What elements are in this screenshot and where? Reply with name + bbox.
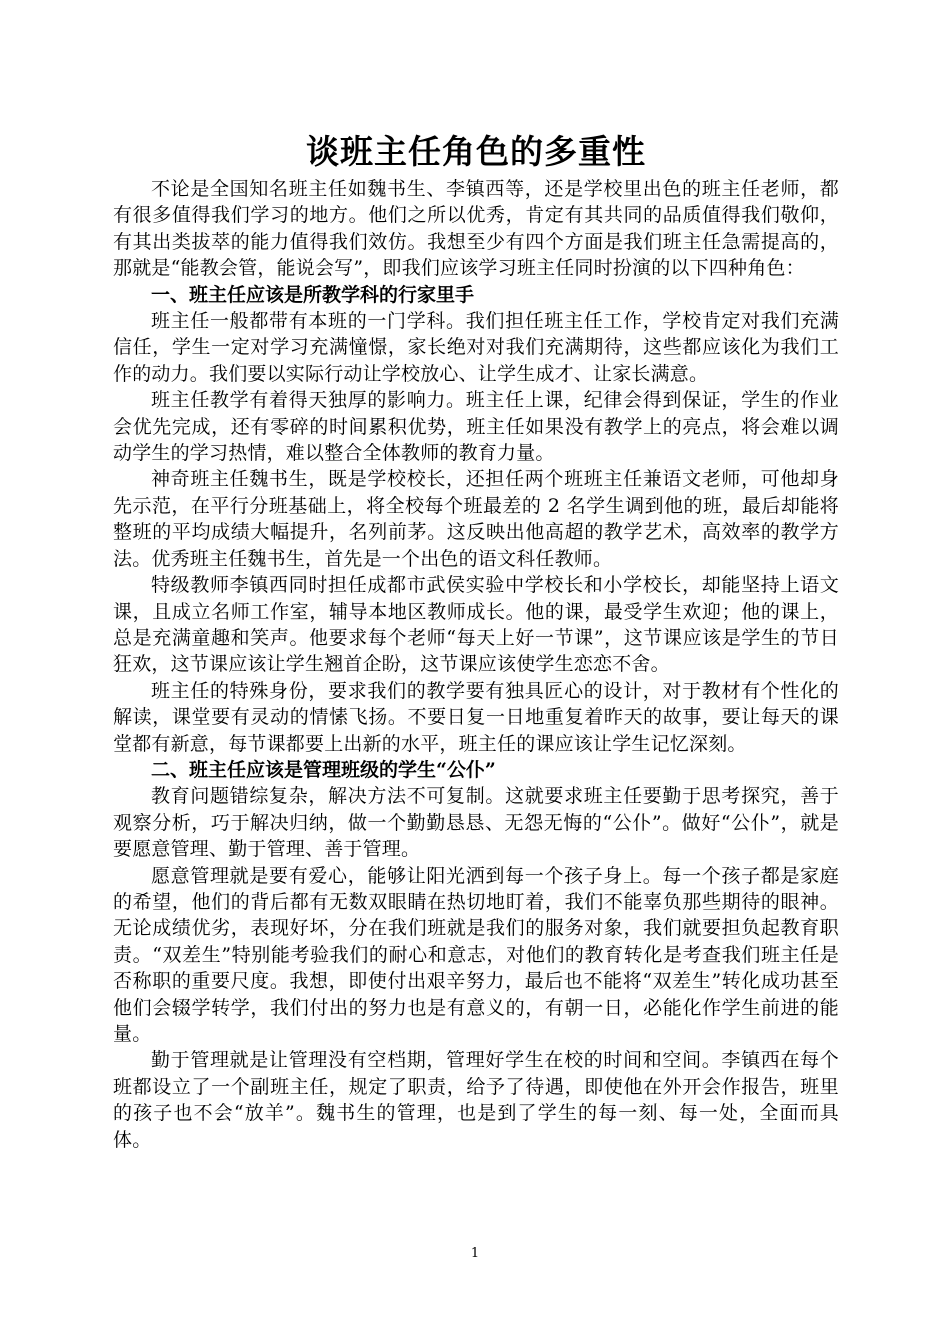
section-2-heading: 二、班主任应该是管理班级的学生“公仆” bbox=[151, 758, 496, 781]
section-2-paragraph: 愿意管理就是要有爱心，能够让阳光洒到每一个孩子身上。每一个孩子都是家庭的希望，他们的背后都有无数双眼睛在热切地盯着，我们不能辜负那些期待的眼神。无论成绩优劣，表现好坏，分在我们班就是我们的服务对象，我们就要担负起教育职责。“双差生”特别能考验我们的耐心和意志，对他们的教育转化是考查我们班主任是否称职的重要尺度。我想，即使付出艰辛努力，最后也不能将“双差生”转化成功甚至他们会辍学转学，我们付出的努力也是有意义的，有朝一日，必能化作学生前进的能量。 bbox=[113, 864, 839, 1045]
section-1-paragraph: 特级教师李镇西同时担任成都市武侯实验中学校长和小学校长，却能坚持上语文课，且成立名师工作室，辅导本地区教师成长。他的课，最受学生欢迎；他的课上，总是充满童趣和笑声。他要求每个老师“每天上好一节课”，这节课应该是学生的节日狂欢，这节课应该让学生翘首企盼，这节课应该使学生恋恋不舍。 bbox=[113, 574, 839, 676]
section-1-paragraph: 班主任的特殊身份，要求我们的教学要有独具匠心的设计，对于教材有个性化的解读，课堂要有灵动的情愫飞扬。不要日复一日地重复着昨天的故事，要让每天的课堂都有新意，每节课都要上出新的水平，班主任的课应该让学生记忆深刻。 bbox=[113, 679, 839, 755]
intro-paragraph: 不论是全国知名班主任如魏书生、李镇西等，还是学校里出色的班主任老师，都有很多值得我们学习的地方。他们之所以优秀，肯定有其共同的品质值得我们敬仰，有其出类拔萃的能力值得我们效仿。我想至少有四个方面是我们班主任急需提高的，那就是“能教会管，能说会写”，即我们应该学习班主任同时扮演的以下四种角色： bbox=[113, 178, 839, 280]
section-1-paragraph: 班主任一般都带有本班的一门学科。我们担任班主任工作，学校肯定对我们充满信任，学生一定对学习充满憧憬，家长绝对对我们充满期待，这些都应该化为我们工作的动力。我们要以实际行动让学校放心、让学生成才、让家长满意。 bbox=[113, 310, 839, 385]
section-2-paragraph: 教育问题错综复杂，解决方法不可复制。这就要求班主任要勤于思考探究，善于观察分析，巧于解决归纳，做一个勤勤恳恳、无怨无悔的“公仆”。做好“公仆”，就是要愿意管理、勤于管理、善于管理。 bbox=[113, 785, 839, 861]
section-2-paragraph: 勤于管理就是让管理没有空档期，管理好学生在校的时间和空间。李镇西在每个班都设立了一个副班主任，规定了职责，给予了待遇，即使他在外开会作报告，班里的孩子也不会“放羊”。魏书生的管理，也是到了学生的每一刻、每一处，全面而具体。 bbox=[113, 1049, 839, 1151]
section-1-paragraph: 神奇班主任魏书生，既是学校校长，还担任两个班班主任兼语文老师，可他却身先示范，在平行分班基础上，将全校每个班最差的 2 名学生调到他的班，最后却能将整班的平均成绩大幅提升，名列前茅。这反映出他高超的教学艺术，高效率的教学方法。优秀班主任魏书生，首先是一个出色的语文科任教师。 bbox=[113, 468, 839, 570]
section-1-paragraph: 班主任教学有着得天独厚的影响力。班主任上课，纪律会得到保证，学生的作业会优先完成，还有零碎的时间累积优势，班主任如果没有教学上的亮点，将会难以调动学生的学习热情，难以整合全体教师的教育力量。 bbox=[113, 389, 839, 465]
page-number: 1 bbox=[470, 1246, 480, 1261]
document-body bbox=[113, 130, 839, 1153]
document-title: 谈班主任角色的多重性 bbox=[306, 132, 646, 171]
section-1-heading: 一、班主任应该是所教学科的行家里手 bbox=[151, 283, 475, 306]
